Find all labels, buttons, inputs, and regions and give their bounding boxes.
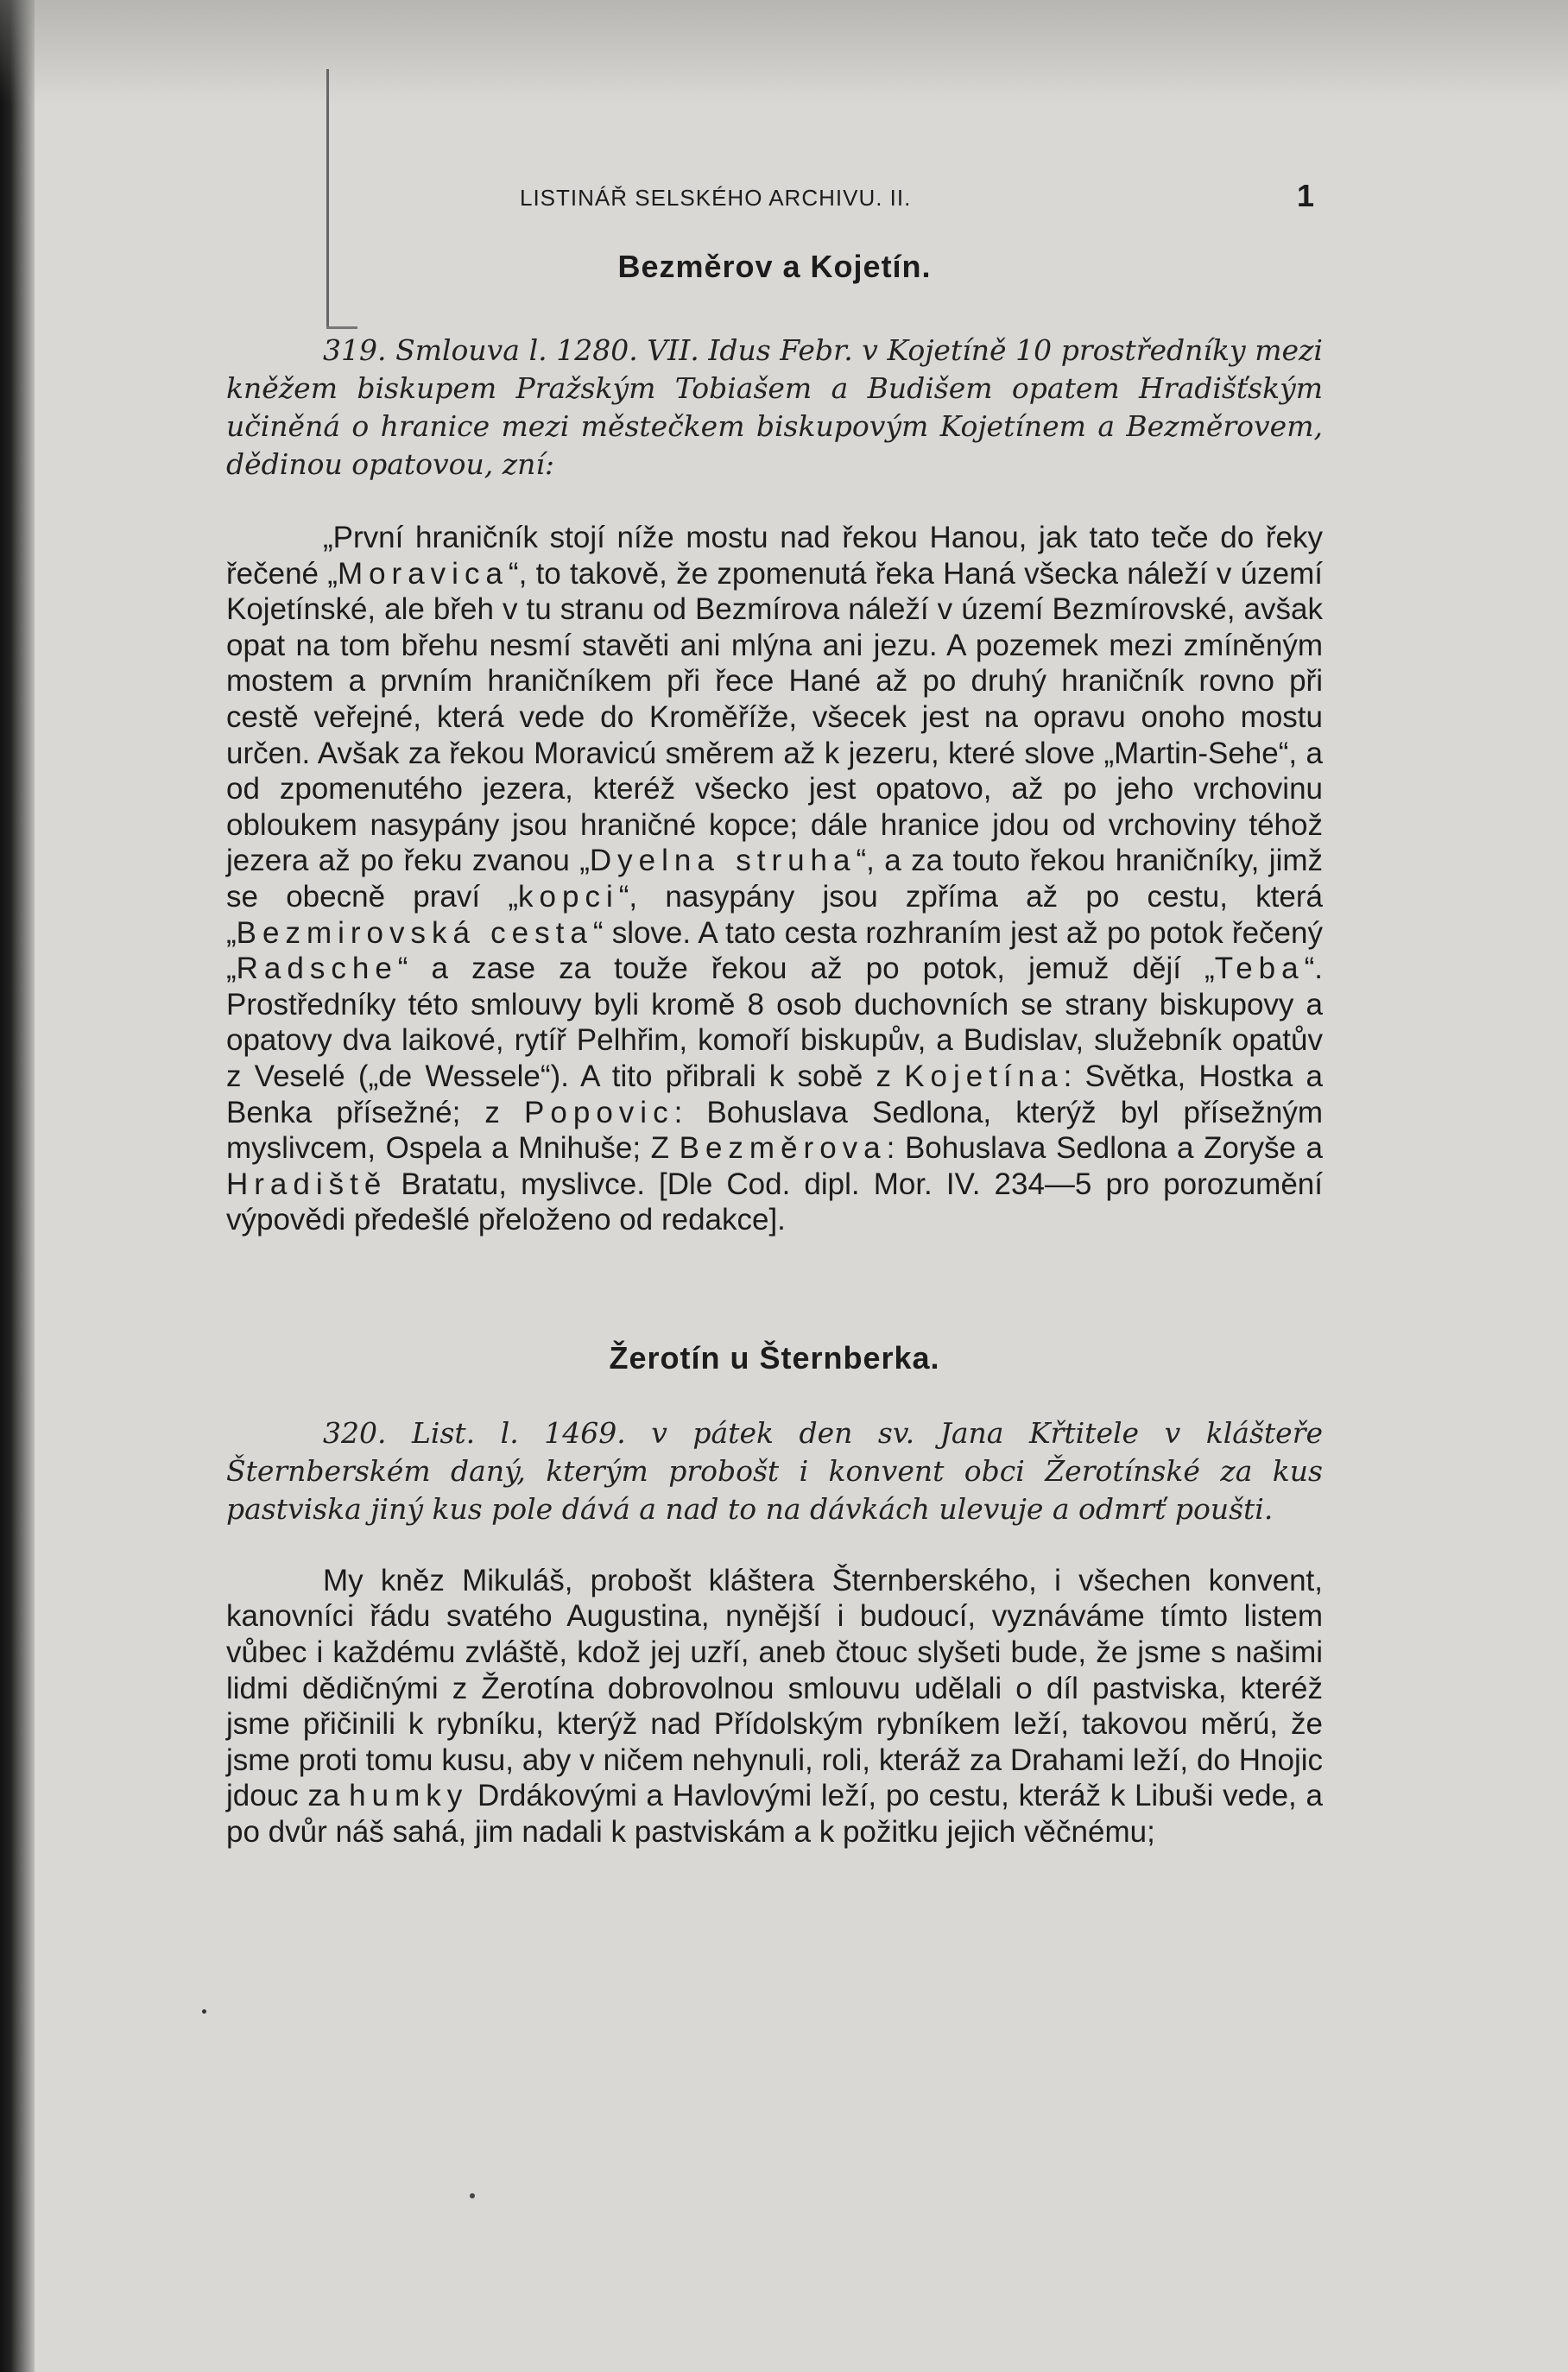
spaced-term: Popovic [524,1095,674,1129]
document-text-320: My kněz Mikuláš, probošt kláštera Šternberského, i všechen konvent, kanovníci řádu svatého Augustina, nynější i budoucí, vyznáváme tímto listem vůbec i každému zvláště, kdož jej uzří, aneb čtouc slyšeti bude, že jsme s našimi lidmi dědičnými z Žerotína dobrovolnou smlouvu udělali o díl pastviska, kteréž jsme přičinili k rybníku, kterýž nad Přídolským rybníkem leží, takovou měrú, že jsme proti tomu kusu, aby v ničem nehynuli, roli, kteráž za Drahami leží, do Hnojic jdouc za humky Drdákovými a Havlovými leží, po cestu, kteráž k Libuši vede, a po dvůr náš sahá, jim nadali k pastviskám a k požitku jejich věčnému; [226,1563,1323,1850]
spaced-term: Radsche [236,952,398,986]
spaced-term: Teba [1214,952,1305,986]
spaced-term: kopci [518,879,619,914]
regest-320: 320. List. l. 1469. v pátek den sv. Jana Křtitele v klášteře Šternberském daný, kterým probošt i konvent obci Žerotínské za kus pastviska jiný kus pole dává a nad to na dávkách ulevuje a odmrť poušti. [226,1415,1323,1526]
spaced-term: humky [349,1779,469,1813]
gutter-mark [202,2009,206,2014]
section-heading-bezmerov: Bezměrov a Kojetín. [617,249,932,284]
spaced-term: Hradiště [226,1167,388,1201]
section-heading-zerotin: Žerotín u Šternberka. [609,1339,940,1376]
spaced-term: Bezměrova [679,1131,887,1166]
spaced-term: Moravica [337,556,509,591]
spaced-term: Kojetína [904,1059,1064,1093]
document-text-319: „První hraničník stojí níže mostu nad řekou Hanou, jak tato teče do řeky řečené „Moravica“, to takově, že zpomenutá řeka Haná všecka náleží v území Kojetínské, ale břeh v tu stranu od Bezmírova náleží v území Bezmírovské, avšak opat na tom břehu nesmí stavěti ani mlýna ani jezu. A pozemek mezi zmíněným mostem a prvním hraničníkem při řece Hané až po druhý hraničník rovno při cestě veřejné, která vede do Kroměříže, všecek jest na opravu onoho mostu určen. Avšak za řekou Moravicú směrem až k jezeru, které slove „Martin-Sehe“, a od zpomenutého jezera, kteréž všecko jest opatovo, až po jeho vrchovinu obloukem nasypány jsou hraničné kopce; dále hranice jdou od vrchoviny téhož jezera až po řeku zvanou „Dyelna struha“, a za touto řekou hraničníky, jimž se obecně praví „kopci“, nasypány jsou zpříma až po cestu, která „Bezmirovská cesta“ slove. A tato cesta rozhraním jest až po potok řečený „Radsche“ a zase za touže řekou až po potok, jemuž dějí „Teba“. Prostředníky této smlouvy byli kromě 8 osob duchovních se strany biskupovy a opatovy dva laikové, rytíř Pelhřim, komoří biskupův, a Budislav, služebník opatův z Veselé („de Wessele“). A tito přibrali k sobě z Kojetína: Světka, Hostka a Benka přísežné; z Popovic: Bohuslava Sedlona, kterýž byl přísežným myslivcem, Ospela a Mnihuše; Z Bezměrova: Bohuslava Sedlona a Zoryše a Hradiště Bratatu, myslivce. [Dle Cod. dipl. Mor. IV. 234—5 pro porozumění výpovědi předešlé přeloženo od redakce]. [226,521,1323,1237]
page-content [226,173,1323,1850]
regest-319: 319. Smlouva l. 1280. VII. Idus Febr. v Kojetíně 10 prostředníky mezi kněžem biskupem Pražským Tobiašem a Budišem opatem Hradišťským učiněná o hranice mezi městečkem biskupovým Kojetínem a Bezměrovem, dědinou opatovou, zní: [226,333,1323,481]
running-head [226,173,1323,213]
spaced-term: Bezmirovská cesta [236,915,593,950]
ink-speck [470,2193,475,2198]
scan-top-shading [0,0,1568,104]
scan-page-edge [0,0,35,2372]
running-head-title: LISTINÁŘ SELSKÉHO ARCHIVU. II. [520,185,912,211]
page-number: 1 [1296,178,1314,213]
spaced-term: Dyelna struha [589,844,857,878]
